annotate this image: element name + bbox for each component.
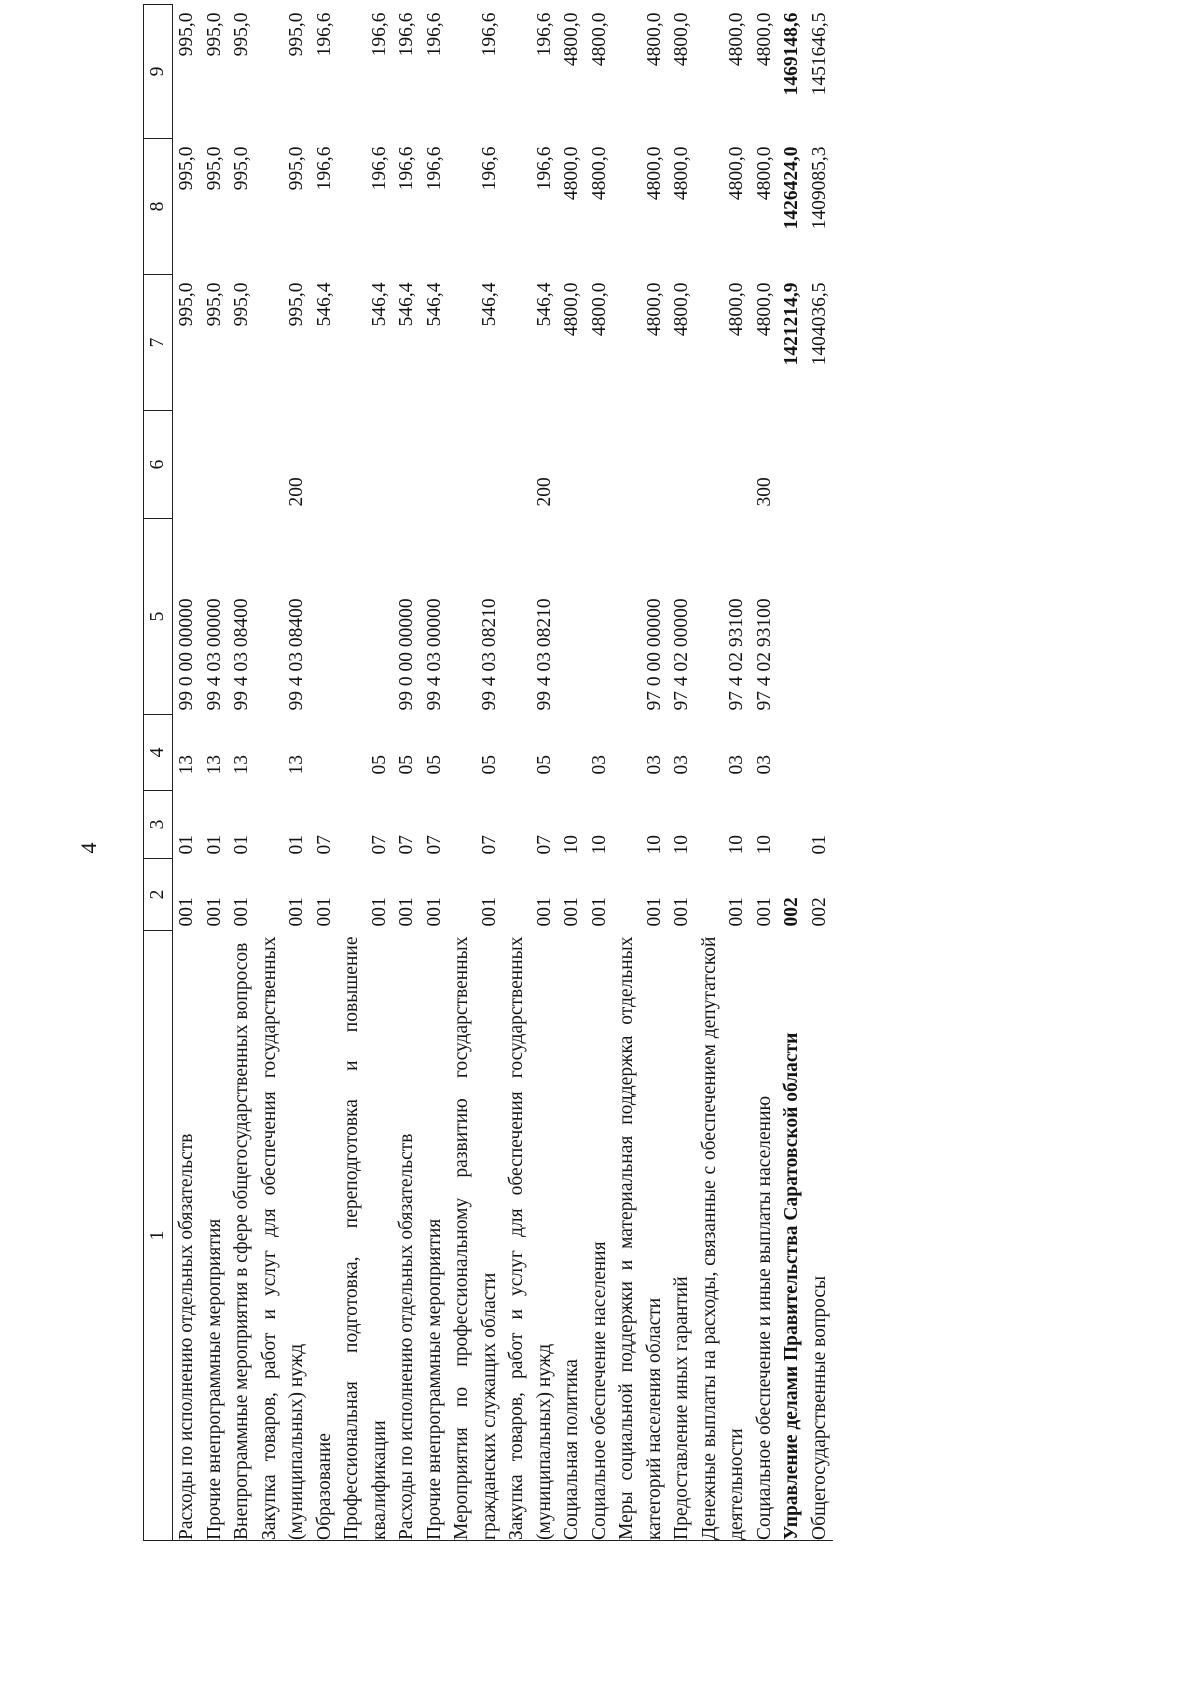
section-code: 01	[176, 835, 197, 855]
grbs-code: 002	[808, 897, 830, 927]
grbs-code: 001	[643, 897, 665, 927]
budget-table	[143, 4, 833, 1541]
row-description: Управление делами Правительства Саратовской области	[778, 931, 806, 1541]
row-description: Прочие внепрограммные мероприятия	[201, 931, 229, 1541]
expense-type-code: 300	[753, 477, 775, 507]
amount-year-1: 995,0	[176, 282, 197, 327]
table-row	[778, 5, 806, 1541]
amount-year-3: 995,0	[286, 12, 307, 57]
grbs-code: 001	[396, 897, 417, 927]
target-article-code	[311, 519, 339, 715]
amount-year-3: 4800,0	[726, 12, 747, 67]
expense-type-code	[778, 411, 806, 519]
target-article-code	[586, 519, 614, 715]
expense-type-code	[393, 411, 421, 519]
amount-year-1: 546,4	[533, 282, 555, 327]
expense-type-code	[668, 411, 696, 519]
grbs-code: 001	[753, 897, 775, 927]
expense-type-code: 200	[533, 477, 555, 507]
row-description: Внепрограммные мероприятия в сфере общегосударственных вопросов	[228, 931, 256, 1541]
amount-year-1: 1421214,9	[781, 282, 802, 366]
subsection-code	[311, 715, 339, 791]
target-article-code: 99 4 03 08400	[286, 598, 307, 711]
table-body	[173, 5, 834, 1541]
subsection-code: 03	[588, 755, 610, 775]
row-description: Меры социальной поддержки и материальная поддержка отдельных категорий населения области	[613, 931, 668, 1541]
section-code: 07	[368, 835, 390, 855]
grbs-code: 001	[478, 897, 500, 927]
row-description: Социальное обеспечение и иные выплаты населению	[751, 931, 779, 1541]
row-description: Профессиональная подготовка, переподготовка и повышение квалификации	[338, 931, 393, 1541]
amount-year-2: 4800,0	[561, 146, 582, 201]
subsection-code: 03	[726, 755, 747, 775]
header-col-3: 3	[144, 791, 173, 859]
target-article-code	[558, 519, 586, 715]
amount-year-3: 995,0	[203, 12, 225, 57]
grbs-code: 001	[561, 897, 582, 927]
grbs-code: 001	[231, 897, 252, 927]
expense-type-code	[228, 411, 256, 519]
table-row	[448, 5, 503, 1541]
amount-year-3: 4800,0	[588, 12, 610, 67]
expense-type-code	[311, 411, 339, 519]
table-row	[338, 5, 393, 1541]
header-col-2: 2	[144, 859, 173, 931]
amount-year-1: 546,4	[423, 282, 445, 327]
amount-year-2: 995,0	[231, 146, 252, 191]
amount-year-3: 196,6	[533, 12, 555, 57]
expense-type-code	[613, 411, 668, 519]
target-article-code: 99 4 03 00000	[203, 598, 225, 711]
amount-year-2: 4800,0	[753, 146, 775, 201]
amount-year-2: 995,0	[286, 146, 307, 191]
expense-type-code	[421, 411, 449, 519]
amount-year-2: 4800,0	[643, 146, 665, 201]
row-description: Образование	[311, 931, 339, 1541]
section-code: 01	[808, 835, 830, 855]
section-code: 10	[671, 835, 692, 855]
grbs-code: 001	[588, 897, 610, 927]
grbs-code: 001	[176, 897, 197, 927]
amount-year-1: 4800,0	[726, 282, 747, 337]
amount-year-2: 196,6	[533, 146, 555, 191]
amount-year-3: 196,6	[396, 12, 417, 57]
table-row	[586, 5, 614, 1541]
row-description: Социальное обеспечение населения	[586, 931, 614, 1541]
row-description: Расходы по исполнению отдельных обязательств	[173, 931, 201, 1541]
subsection-code	[558, 715, 586, 791]
expense-type-code	[558, 411, 586, 519]
amount-year-3: 1451646,5	[808, 12, 830, 96]
row-description: Закупка товаров, работ и услуг для обеспечения государственных (муниципальных) нужд	[503, 931, 558, 1541]
subsection-code: 03	[643, 755, 665, 775]
target-article-code: 99 4 03 08210	[533, 598, 555, 711]
amount-year-1: 546,4	[478, 282, 500, 327]
subsection-code: 03	[671, 755, 692, 775]
section-code: 07	[396, 835, 417, 855]
subsection-code	[778, 715, 806, 791]
amount-year-1: 4800,0	[643, 282, 665, 337]
expense-type-code	[338, 411, 393, 519]
grbs-code: 001	[533, 897, 555, 927]
table-row	[558, 5, 586, 1541]
grbs-code: 001	[286, 897, 307, 927]
table-row	[696, 5, 751, 1541]
grbs-code: 001	[423, 897, 445, 927]
row-description: Предоставление иных гарантий	[668, 931, 696, 1541]
target-article-code	[778, 519, 806, 715]
expense-type-code	[448, 411, 503, 519]
section-code: 10	[726, 835, 747, 855]
amount-year-2: 1409085,3	[808, 146, 830, 230]
grbs-code: 002	[781, 897, 802, 927]
amount-year-3: 4800,0	[643, 12, 665, 67]
table-row	[668, 5, 696, 1541]
section-code	[778, 791, 806, 859]
table-row	[201, 5, 229, 1541]
table-row	[421, 5, 449, 1541]
subsection-code: 05	[423, 755, 445, 775]
header-col-6: 6	[144, 411, 173, 519]
amount-year-3: 995,0	[231, 12, 252, 57]
table-row	[393, 5, 421, 1541]
subsection-code	[806, 715, 834, 791]
amount-year-2: 1426424,0	[781, 146, 802, 230]
expense-type-code	[201, 411, 229, 519]
amount-year-1: 995,0	[286, 282, 307, 327]
grbs-code: 001	[203, 897, 225, 927]
row-description: Социальная политика	[558, 931, 586, 1541]
amount-year-1: 546,4	[313, 282, 335, 327]
section-code: 07	[533, 835, 555, 855]
subsection-code: 05	[533, 755, 555, 775]
header-col-9: 9	[144, 5, 173, 139]
target-article-code	[806, 519, 834, 715]
table-row	[613, 5, 668, 1541]
amount-year-2: 4800,0	[726, 146, 747, 201]
expense-type-code	[173, 411, 201, 519]
header-col-4: 4	[144, 715, 173, 791]
section-code: 01	[231, 835, 252, 855]
table-row	[256, 5, 311, 1541]
subsection-code: 13	[286, 755, 307, 775]
subsection-code: 05	[368, 755, 390, 775]
row-description: Расходы по исполнению отдельных обязательств	[393, 931, 421, 1541]
section-code: 07	[313, 835, 335, 855]
amount-year-2: 4800,0	[671, 146, 692, 201]
grbs-code: 001	[726, 897, 747, 927]
expense-type-code: 200	[286, 477, 307, 507]
row-description: Мероприятия по профессиональному развитию государственных гражданских служащих области	[448, 931, 503, 1541]
row-description: Общегосударственные вопросы	[806, 931, 834, 1541]
amount-year-1: 4800,0	[753, 282, 775, 337]
amount-year-3: 4800,0	[561, 12, 582, 67]
subsection-code: 13	[176, 755, 197, 775]
grbs-code: 001	[313, 897, 335, 927]
header-col-8: 8	[144, 139, 173, 275]
row-description: Прочие внепрограммные мероприятия	[421, 931, 449, 1541]
amount-year-3: 196,6	[478, 12, 500, 57]
header-col-7: 7	[144, 275, 173, 411]
amount-year-1: 546,4	[396, 282, 417, 327]
target-article-code: 99 0 00 00000	[176, 598, 197, 711]
amount-year-2: 995,0	[176, 146, 197, 191]
expense-type-code	[696, 411, 751, 519]
amount-year-1: 995,0	[231, 282, 252, 327]
amount-year-2: 196,6	[396, 146, 417, 191]
amount-year-2: 196,6	[368, 146, 390, 191]
target-article-code: 99 4 03 08210	[478, 598, 500, 711]
amount-year-3: 196,6	[423, 12, 445, 57]
row-description: Денежные выплаты на расходы, связанные с обеспечением депутатской деятельности	[696, 931, 751, 1541]
amount-year-1: 4800,0	[588, 282, 610, 337]
subsection-code: 13	[203, 755, 225, 775]
target-article-code: 97 4 02 00000	[671, 598, 692, 711]
table-row	[751, 5, 779, 1541]
target-article-code: 97 4 02 93100	[726, 598, 747, 711]
subsection-code: 05	[396, 755, 417, 775]
amount-year-2: 196,6	[313, 146, 335, 191]
amount-year-1: 4800,0	[671, 282, 692, 337]
target-article-code: 97 0 00 00000	[643, 598, 665, 711]
table-row	[173, 5, 201, 1541]
row-description: Закупка товаров, работ и услуг для обеспечения государственных (муниципальных) нужд	[256, 931, 311, 1541]
target-article-code: 97 4 02 93100	[753, 598, 775, 711]
page-number: 4	[76, 842, 101, 854]
section-code: 07	[423, 835, 445, 855]
section-code: 10	[753, 835, 775, 855]
subsection-code: 13	[231, 755, 252, 775]
target-article-code	[338, 519, 393, 715]
amount-year-3: 995,0	[176, 12, 197, 57]
table-row	[228, 5, 256, 1541]
amount-year-1: 546,4	[368, 282, 390, 327]
amount-year-1: 1404036,5	[808, 282, 830, 366]
table-header-row	[144, 5, 173, 1541]
section-code: 07	[478, 835, 500, 855]
header-col-5: 5	[144, 519, 173, 715]
amount-year-2: 995,0	[203, 146, 225, 191]
subsection-code: 03	[753, 755, 775, 775]
amount-year-2: 196,6	[478, 146, 500, 191]
amount-year-2: 4800,0	[588, 146, 610, 201]
subsection-code: 05	[478, 755, 500, 775]
grbs-code: 001	[671, 897, 692, 927]
section-code: 01	[203, 835, 225, 855]
grbs-code: 001	[368, 897, 390, 927]
table-row	[806, 5, 834, 1541]
amount-year-3: 4800,0	[671, 12, 692, 67]
amount-year-3: 1469148,6	[781, 12, 802, 96]
expense-type-code	[586, 411, 614, 519]
section-code: 10	[643, 835, 665, 855]
table-row	[311, 5, 339, 1541]
section-code: 10	[588, 835, 610, 855]
amount-year-1: 995,0	[203, 282, 225, 327]
amount-year-3: 4800,0	[753, 12, 775, 67]
section-code: 01	[286, 835, 307, 855]
target-article-code: 99 4 03 00000	[423, 598, 445, 711]
amount-year-2: 196,6	[423, 146, 445, 191]
table-row	[503, 5, 558, 1541]
header-col-1: 1	[144, 931, 173, 1541]
expense-type-code	[806, 411, 834, 519]
section-code: 10	[561, 835, 582, 855]
target-article-code: 99 0 00 00000	[396, 598, 417, 711]
amount-year-1: 4800,0	[561, 282, 582, 337]
amount-year-3: 196,6	[368, 12, 390, 57]
amount-year-3: 196,6	[313, 12, 335, 57]
target-article-code: 99 4 03 08400	[231, 598, 252, 711]
